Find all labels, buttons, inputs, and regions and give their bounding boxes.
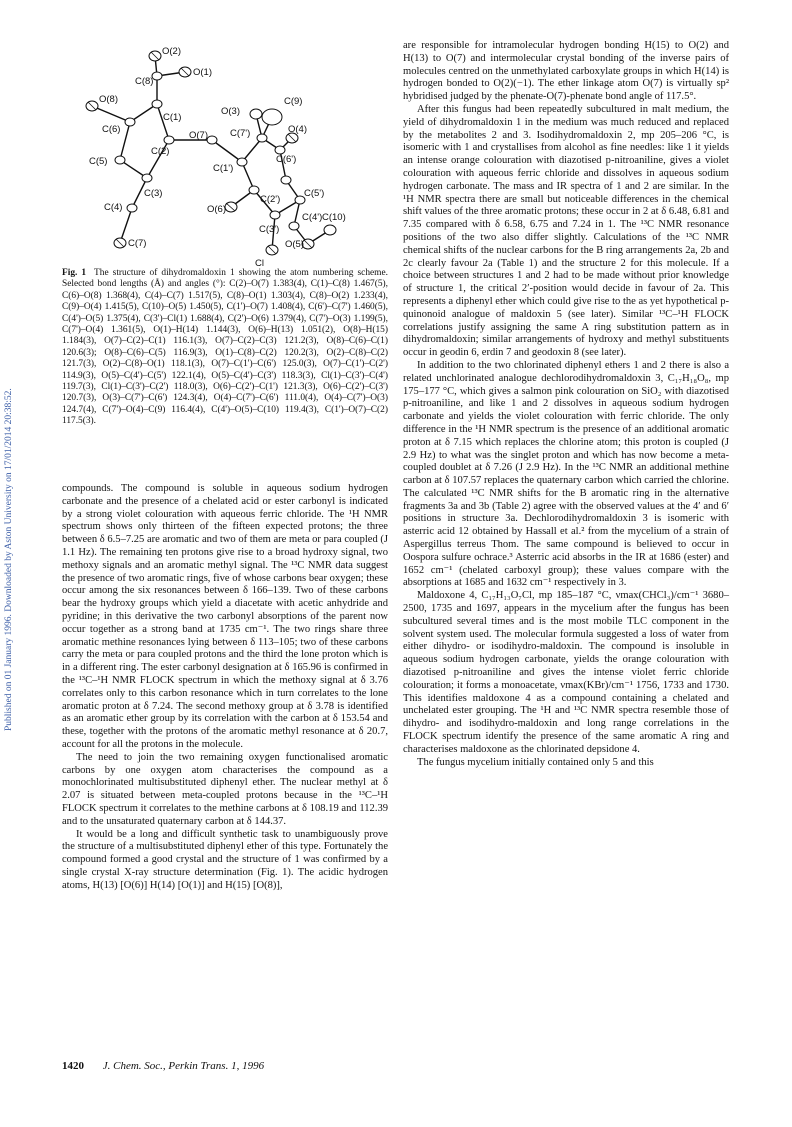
caption-label: Fig. 1 [62, 268, 87, 278]
atom-label: C(7) [128, 238, 147, 249]
bonds [92, 56, 330, 250]
page-footer [62, 1060, 392, 1072]
paragraph: The fungus mycelium initially contained only 5 and this [417, 756, 654, 768]
left-column [62, 483, 388, 893]
atom-label: O(6) [207, 204, 226, 215]
atom-label: C(5) [89, 156, 108, 167]
atom-labels [89, 46, 346, 269]
atom-label: C(10) [322, 212, 346, 223]
atom-label: O(1) [193, 67, 212, 78]
figure-caption [62, 268, 388, 428]
journal-citation: J. Chem. Soc., Perkin Trans. 1, 1996 [102, 1060, 265, 1072]
atom-label: C(4') [302, 212, 323, 223]
download-watermark: Published on 01 January 1996. Downloaded by Aston University on 17/01/2014 20:38:52. [4, 388, 14, 732]
atom-label: C(5') [304, 188, 325, 199]
atom-label: O(7) [189, 130, 208, 141]
atom-label: O(8) [99, 94, 118, 105]
paragraph: Maldoxone 4, C₁₇H₁₃O₇Cl, mp 185–187 °C, νmax(CHCl₃)/cm⁻¹ 3680–2500, 1735 and 1697, appears in the mycelium after the fungus has been subcultured several times and is the most mobile TLC component in the solvent system used. The molecular formula suggested a loss of water from either dihydro- or isodihydro-maldoxin. The compound is insoluble in aqueous sodium hydrogen carbonate, yields the orange colouration with diazotised p-nitroaniline and gives the intense violet ferric chloride colouration; it forms a monoacetate, νmax(KBr)/cm⁻¹ 1756, 1733 and 1730. This identifies maldoxone 4 as a compound containing a chelated and unchelated ester grouping. The ¹H and ¹³C NMR spectra resemble those of dihydro- and isodihydro-maldoxin and long range correlations in the FLOCK spectrum identify the presence of the same aromatic A ring and characterises maldoxone as the chlorinated depsidone 4. [403, 590, 729, 755]
paragraph: compounds. The compound is soluble in aqueous sodium hydrogen carbonate and the presence of a chelated acid or ester carbonyl is indicated by a strong violet colouration with aqueous ferric chloride. The ¹H NMR spectrum shows only thirteen of the fifteen expected protons; the three between δ 6.5–7.25 are aromatic and two of them are meta or para coupled (J 1.1 Hz). The remaining ten protons give rise to a broad hydroxy signal, two methoxy signals and an aromatic methyl signal. The ¹³C NMR data suggest the presence of two aromatic rings, five of whose carbons bear oxygen; these occur among the six resonances between δ 166–139. Two of these carbons bear the hydroxy groups which yield a diacetate with acetic anhydride and pyridine; in this derivative the two carbonyl absorptions of the parent now occur together as a strong band at 1735 cm⁻¹. The two rings share three aromatic methine resonances lying between δ 113–105; two of these carbons carry the meta or para coupled protons and the third the lone proton which is in a different ring. The ester carbonyl designation at δ 165.96 is confirmed in the ¹³C–¹H NMR FLOCK spectrum in which the methoxy signal at δ 3.76 correlates only to this carbon resonance which in turn correlates to the lone aromatic proton at δ 7.24. The second methoxy group at δ 3.78 is identified as an aromatic ether group by its correlation with the carbon at δ 153.54 and these, together with the protons of the aromatic methyl resonance at δ 20.7, account for all the protons in the molecule. [62, 483, 388, 750]
paragraph: The need to join the two remaining oxygen functionalised aromatic carbons by one oxygen atom characterises the compound as a monochlorinated multisubstituted diphenyl ether. The nuclear methyl at δ 2.07 is situated between meta-coupled protons because in the ¹³C–¹H FLOCK spectrum it correlates to the methine carbons at δ 108.19 and 112.39 and to the unsaturated quaternary carbon at δ 144.37. [62, 751, 388, 827]
atom-label: C(6') [276, 154, 297, 165]
atom-label: C(3') [259, 224, 280, 235]
atom-label: C(1') [213, 163, 234, 174]
atom-label: O(5) [285, 239, 304, 250]
ortep-diagram [62, 40, 372, 272]
atom-label: C(6) [102, 124, 121, 135]
atom-label: C(3) [144, 188, 163, 199]
atom-label: O(4) [288, 124, 307, 135]
atom-label: C(7') [230, 128, 251, 139]
atom-label: O(3) [221, 106, 240, 117]
atom-label: C(8) [135, 76, 154, 87]
paragraph: It would be a long and difficult synthetic task to unambiguously prove the structure of a multisubstituted diphenyl ether of this type. Fortunately the compound formed a good crystal and the structure of 1 was confirmed by a single crystal X-ray structure determination (Fig. 1). The acidic hydrogen atoms, H(13) [O(6)] H(14) [O(1)] and H(15) [O(8)], [62, 828, 388, 891]
paragraph: are responsible for intramolecular hydrogen bonding H(15) to O(2) and H(13) to O(7) and intermolecular crystal bonding of the inverse pairs of molecules centred on the unmethylated carboxylate groups in which H(14) is hydrogen bonded to O(2)(−1). The ether linkage atom O(7) is virtually sp² hybridised judged by the phenate-O(7)-phenate bond angle of 117.5°. [403, 40, 729, 103]
atom-label: C(2') [260, 194, 281, 205]
paragraph: In addition to the two chlorinated diphenyl ethers 1 and 2 there is also a related unchlorinated analogue dechlorodihydromaldoxin 3, C₁₇H₁₈O₈, mp 175–177 °C, which gives a salmon pink colouration on SiO₂ with diazotised p-nitroaniline, and like 1 and 2 dissolves in aqueous sodium hydrogen carbonate and yields the violet colouration with ferric chloride. The only difference in the ¹H NMR spectrum is the presence of an additional aromatic proton at δ 7.15 which replaces the chlorine atom; this proton is coupled (J 2.9 Hz) to what was the singlet proton and which has now become a meta-coupled doublet at δ 7.26 (J 2.9 Hz). In the ¹³C NMR an additional methine carbon at δ 107.57 replaces the quaternary carbon which carried the chlorine. The calculated ¹³C NMR shifts for the B aromatic ring in the alternative fragments 3a and 3b (Table 2) agree with the observed values at the 4′ and 6′ positions in structure 3a. Dechlorodihydromaldoxin 3 is isomeric with asterric acid 12 obtained by Hassall et al.² from the mycelium of a strain of Aspergillus terreus Thom. The same compound is believed to occur in Oospora sulfure ochrace.³ Asterric acid absorbs in the IR at 1686 (ester) and 1652 cm⁻¹ (chelated carboxyl group); these values compare with the absorptions at 1685 and 1632 cm⁻¹ respectively in 3. [403, 359, 729, 589]
atom-label: C(2) [151, 146, 170, 157]
atom-label: Cl [255, 258, 264, 269]
caption-text: The structure of dihydromaldoxin 1 showing the atom numbering scheme. Selected bond lengths (Å) and angles (°): C(2)–O(7) 1.383(4), C(1)–C(8) 1.467(5), C(6)–O(8) 1.368(4), C(4)–C(7) 1.517(5), C(8)–O(1) 1.303(4), C(8)–O(2) 1.233(4), C(9)–O(4) 1.415(5), C(10)–O(5) 1.450(5), C(1')–O(7) 1.408(4), C(6')–C(7') 1.460(5), C(4')–O(5) 1.375(4), C(3')–Cl(1) 1.688(4), C(2')–O(6) 1.379(4), C(7')–O(3) 1.199(5), C(7')–O(4) 1.361(5), O(1)–H(14) 1.144(3), O(6)–H(13) 1.051(2), O(8)–H(15) 1.184(3), O(7)–C(2)–C(1) 116.1(3), O(7)–C(2)–C(3) 121.2(3), O(8)–C(6)–C(1) 120.6(3); O(8)–C(6)–C(5) 116.9(3), O(1)–C(8)–C(2) 120.2(3), O(2)–C(8)–C(2) 121.7(3), O(2)–C(8)–O(1) 118.1(3), O(7)–C(1')–C(6') 125.0(3), O(7)–C(1')–C(2') 114.9(3), O(5)–C(4')–C(5') 122.1(4), O(5)–C(4')–C(3') 118.3(3), Cl(1)–C(3')–C(4') 119.7(3), Cl(1)–C(3')–C(2') 118.0(3), O(6)–C(2')–C(1') 121.3(3), O(6)–C(2')–C(3') 120.7(3), O(3)–C(7')–C(6') 124.3(4), O(4)–C(7')–C(6') 111.0(4), O(4)–C(7')–O(3) 124.7(4), C(7')–O(4)–C(9) 116.4(4), C(4')–O(5)–C(10) 119.4(3), C(1')–O(7)–C(2) 117.5(3). [62, 268, 388, 427]
right-column [403, 40, 729, 769]
atoms [86, 51, 336, 255]
atom-label: O(2) [162, 46, 181, 57]
crystal-structure-figure [62, 40, 372, 272]
paragraph: After this fungus had been repeatedly subcultured in malt medium, the yield of dihydromaldoxin 1 in the medium was much reduced and replaced by the metabolites 2 and 3. Isodihydromaldoxin 2, mp 205–206 °C, is isomeric with 1 and crystallises from alcohol as fine needles: like 1 it yields an intense orange colouration with diazotised p-nitroaniline, gives a violet colouration with aqueous ferric chloride and dissolves in aqueous sodium hydrogen carbonate. The mass and IR spectra of 1 and 2 are similar. In the ¹H NMR spectra there are small but noticeable differences in the chemical shift values of the three aromatic protons; these occur in 2 at δ 6.48, 6.81 and 7.35 compared with δ 6.58, 6.75 and 7.24 in 1. The ¹³C NMR resonance positions of the two also differ slightly. Calculations of the ¹³C NMR chemical shifts of the nuclear carbons for the B ring arrangements 2a, 2b and 2c clearly favour 2a (Table 1) and the structure 2 for this molecule. If a choice between structures 1 and 2 had to be made without prior knowledge of structure 1, the critical 2′-position would decide in favour of 2a. This represents a diphenyl ether which could give rise to the as yet hypothetical p-quinonoid analogue of maldoxin 5 (see later). Similar ¹³C–¹H FLOCK correlations justify assigning the same A ring substitution pattern as in dihydromaldoxin; similar arrangements of hydroxy and methyl substituents occur in geodin 6, erdin 7 and geodoxin 8 (see later). [403, 103, 729, 359]
atom-label: C(4) [104, 202, 123, 213]
atom-label: C(1) [163, 112, 182, 123]
page-number: 1420 [62, 1060, 84, 1072]
atom-label: C(9) [284, 96, 303, 107]
